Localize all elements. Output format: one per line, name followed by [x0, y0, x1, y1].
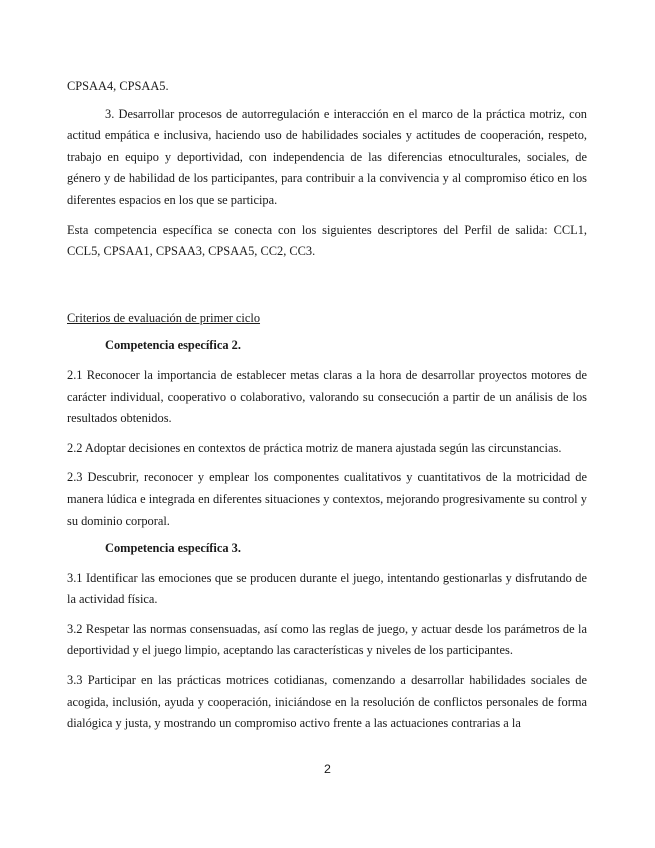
section-title-competence-2: Competencia específica 2.: [105, 338, 241, 353]
criterion-2-3: 2.3 Descubrir, reconocer y emplear los componentes cualitativos y cuantitativos de la motricidad de manera lúdica e integrada en diferentes situaciones y contextos, mejorando progresivamente su control y su dominio corporal.: [67, 470, 587, 528]
carryover-line: CPSAA4, CPSAA5.: [67, 79, 169, 93]
competence-3-paragraph: 3. Desarrollar procesos de autorregulación e interacción en el marco de la práctica motriz, con actitud empática e inclusiva, haciendo uso de habilidades sociales y actitudes de cooperación, respeto, trabajo en equipo y deportividad, con independencia de las diferencias etnoculturales, sociales, de género y de habilidad de los participantes, para contribuir a la convivencia y al compromiso ético en los diferentes espacios en los que se participa.: [67, 106, 587, 207]
criteria-heading: Criterios de evaluación de primer ciclo: [67, 310, 261, 325]
criterion-2-2: 2.2 Adoptar decisiones en contextos de práctica motriz de manera ajustada según las circunstancias.: [67, 440, 562, 455]
criterion-3-1: 3.1 Identificar las emociones que se producen durante el juego, intentando gestionarlas y disfrutando de la actividad física.: [67, 570, 587, 607]
criterion-3-3: 3.3 Participar en las prácticas motrices cotidianas, comenzando a desarrollar habilidades sociales de acogida, inclusión, ayuda y cooperación, iniciándose en la resolución de conflictos personales de forma dialógica y justa, y mostrando un compromiso activo frente a las actuaciones contrarias a la: [67, 673, 587, 731]
criterion-3-2: 3.2 Respetar las normas consensuadas, así como las reglas de juego, y actuar desde los parámetros de la deportividad y el juego limpio, aceptando las características y niveles de los participantes.: [67, 621, 587, 658]
descriptors-paragraph: Esta competencia específica se conecta con los siguientes descriptores del Perfil de salida: CCL1, CCL5, CPSAA1, CPSAA3, CPSAA5, CC2, CC3.: [67, 222, 587, 259]
page-number: 2: [324, 762, 331, 776]
criterion-2-1: 2.1 Reconocer la importancia de establecer metas claras a la hora de desarrollar proyectos motores de carácter individual, cooperativo o colaborativo, valorando su consecución a partir de un análisis de los resultados obtenidos.: [67, 367, 587, 426]
document-page: [67, 76, 587, 735]
section-title-competence-3: Competencia específica 3.: [105, 541, 241, 556]
